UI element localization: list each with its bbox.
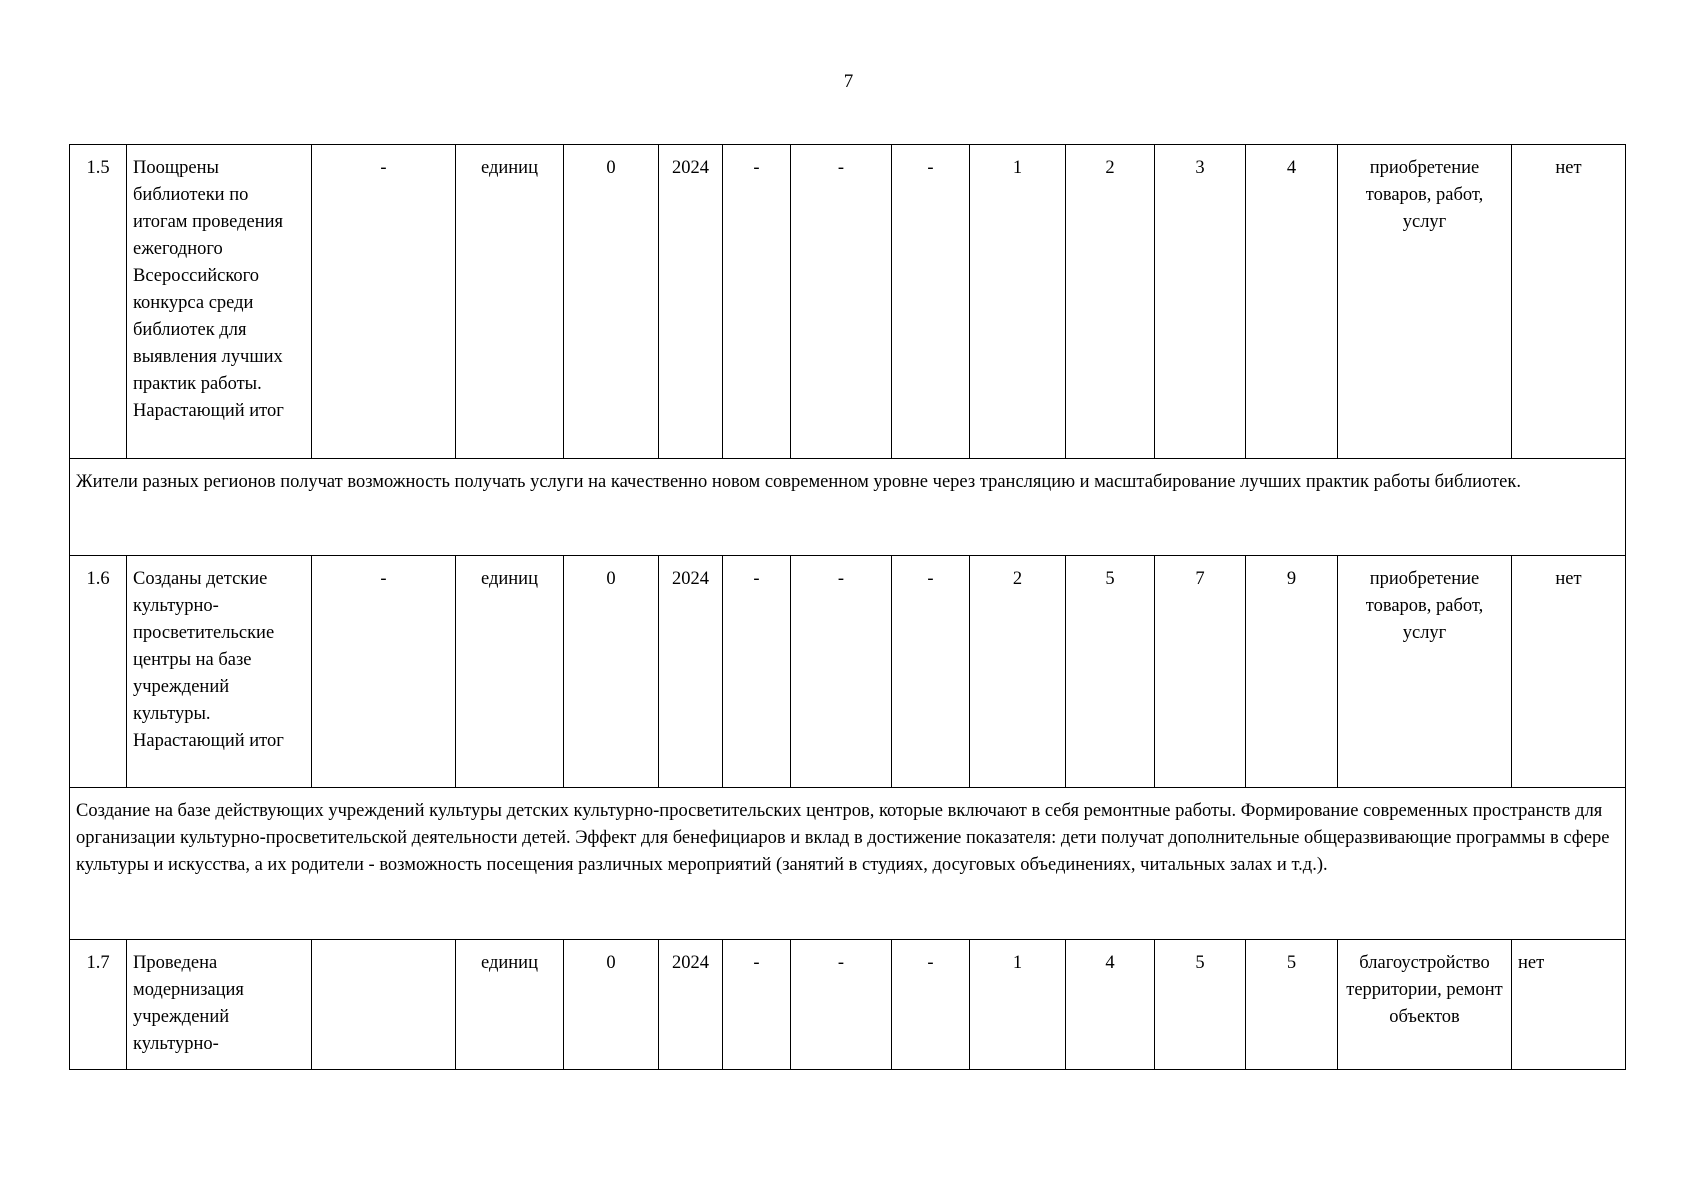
value-cell: - (723, 556, 791, 788)
base-value-cell: 0 (564, 556, 659, 788)
table-row (70, 556, 1626, 788)
value-cell: - (791, 556, 892, 788)
value-cell: 5 (1066, 556, 1155, 788)
last-cell: нет (1512, 145, 1626, 459)
type-cell: благоустройство территории, ремонт объектов (1338, 940, 1512, 1070)
cell-col3: - (312, 556, 456, 788)
value-cell: 2 (1066, 145, 1155, 459)
value-cell: 5 (1155, 940, 1246, 1070)
value-cell: - (723, 940, 791, 1070)
base-year-cell: 2024 (659, 940, 723, 1070)
base-year-cell: 2024 (659, 145, 723, 459)
type-cell: приобретение товаров, работ, услуг (1338, 556, 1512, 788)
table-note-row (70, 788, 1626, 940)
base-year-cell: 2024 (659, 556, 723, 788)
value-cell: - (723, 145, 791, 459)
value-cell: - (791, 940, 892, 1070)
value-cell: 2 (970, 556, 1066, 788)
indicator-name: Поощрены библиотеки по итогам проведения ежегодного Всероссийского конкурса среди библиотек для выявления лучших практик работы. Нарастающий итог (127, 145, 312, 459)
page-number: 7 (843, 71, 854, 92)
value-cell: - (892, 940, 970, 1070)
value-cell: 5 (1246, 940, 1338, 1070)
value-cell: - (892, 556, 970, 788)
base-value-cell: 0 (564, 940, 659, 1070)
row-description: Жители разных регионов получат возможность получать услуги на качественно новом современном уровне через трансляцию и масштабирование лучших практик работы библиотек. (70, 459, 1626, 556)
table-note-row (70, 459, 1626, 556)
indicator-name: Проведена модернизация учреждений культурно- (127, 940, 312, 1070)
value-cell: 3 (1155, 145, 1246, 459)
value-cell: 9 (1246, 556, 1338, 788)
unit-cell: единиц (456, 556, 564, 788)
row-number: 1.7 (70, 940, 127, 1070)
indicators-table (69, 144, 1626, 1070)
value-cell: 4 (1246, 145, 1338, 459)
unit-cell: единиц (456, 145, 564, 459)
row-number: 1.6 (70, 556, 127, 788)
value-cell: 4 (1066, 940, 1155, 1070)
value-cell: 1 (970, 940, 1066, 1070)
table-row (70, 940, 1626, 1070)
last-cell: нет (1512, 940, 1626, 1070)
type-cell: приобретение товаров, работ, услуг (1338, 145, 1512, 459)
indicator-name: Созданы детские культурно-просветительские центры на базе учреждений культуры. Нарастающий итог (127, 556, 312, 788)
value-cell: - (892, 145, 970, 459)
cell-col3: - (312, 145, 456, 459)
unit-cell: единиц (456, 940, 564, 1070)
last-cell: нет (1512, 556, 1626, 788)
value-cell: 1 (970, 145, 1066, 459)
cell-col3 (312, 940, 456, 1070)
row-description: Создание на базе действующих учреждений культуры детских культурно-просветительских центров, которые включают в себя ремонтные работы. Формирование современных пространств для организации культурно-просветительской деятельности детей. Эффект для бенефициаров и вклад в достижение показателя: дети получат дополнительные общеразвивающие программы в сфере культуры и искусства, а их родители - возможность посещения различных мероприятий (занятий в студиях, досуговых объединениях, читальных залах и т.д.). (70, 788, 1626, 940)
value-cell: - (791, 145, 892, 459)
table-row (70, 145, 1626, 459)
base-value-cell: 0 (564, 145, 659, 459)
value-cell: 7 (1155, 556, 1246, 788)
row-number: 1.5 (70, 145, 127, 459)
